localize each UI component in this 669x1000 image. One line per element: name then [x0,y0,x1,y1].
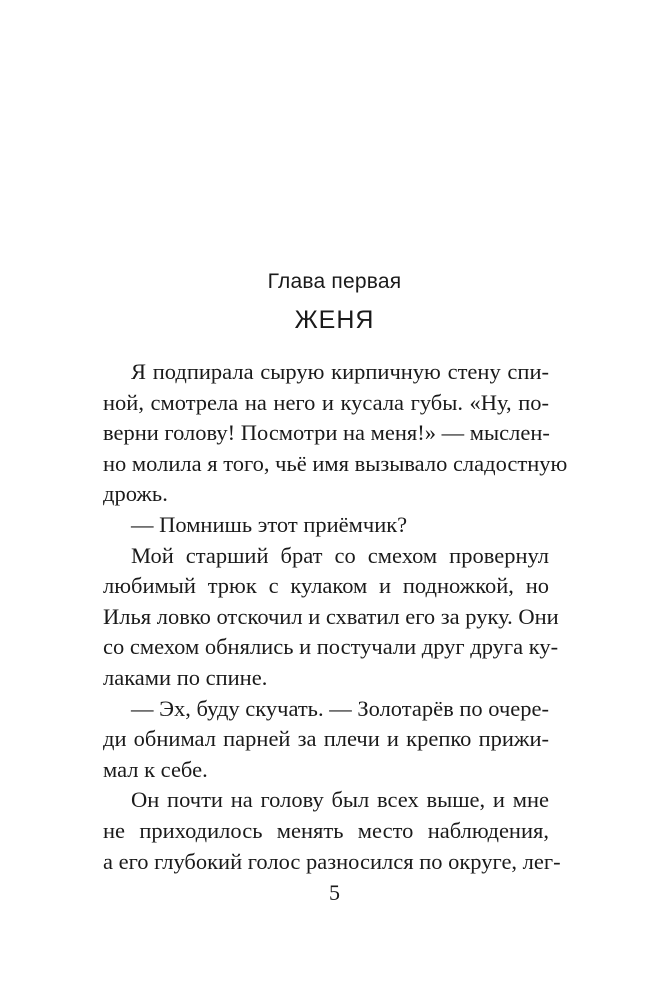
paragraph [103,510,549,541]
paragraph [103,357,568,510]
text-line: мал к себе. [103,756,208,782]
paragraph [103,541,559,694]
paragraph [103,785,561,877]
page-number: 5 [329,880,340,905]
text-line: а его глубокий голос разносился по округе, лег- [103,848,561,874]
text-line: ной, смотрела на него и кусала губы. «Ну, по- [103,389,549,415]
text-line: ди обнимал парней за плечи и крепко прижи- [103,726,549,752]
text-line: Он почти на голову был всех выше, и мне [131,787,549,813]
text-line: любимый трюк с кулаком и подножкой, но [103,573,549,599]
text-line: Я подпирала сырую кирпичную стену спи- [131,359,549,384]
chapter-title: ЖЕНЯ [294,306,375,334]
text-line: Мой старший брат со смехом провернул [131,542,549,568]
text-line: дрожь. [103,481,168,507]
text-line: не приходилось менять место наблюдения, [103,817,549,843]
text-line: со смехом обнялись и постучали друг друга ку- [103,634,559,660]
body-text [103,357,568,877]
text-line: верни голову! Посмотри на меня!» — мыслен- [103,420,550,446]
chapter-label: Глава первая [267,270,402,293]
text-line: — Эх, буду скучать. — Золотарёв по очере- [131,695,549,721]
text-line: Илья ловко отскочил и схватил его за руку. Они [103,603,559,629]
text-line: но молила я того, чьё имя вызывало сладостную [103,450,568,476]
text-line: — Помнишь этот приёмчик? [131,511,408,537]
text-line: лаками по спине. [103,664,268,690]
paragraph [103,694,549,786]
